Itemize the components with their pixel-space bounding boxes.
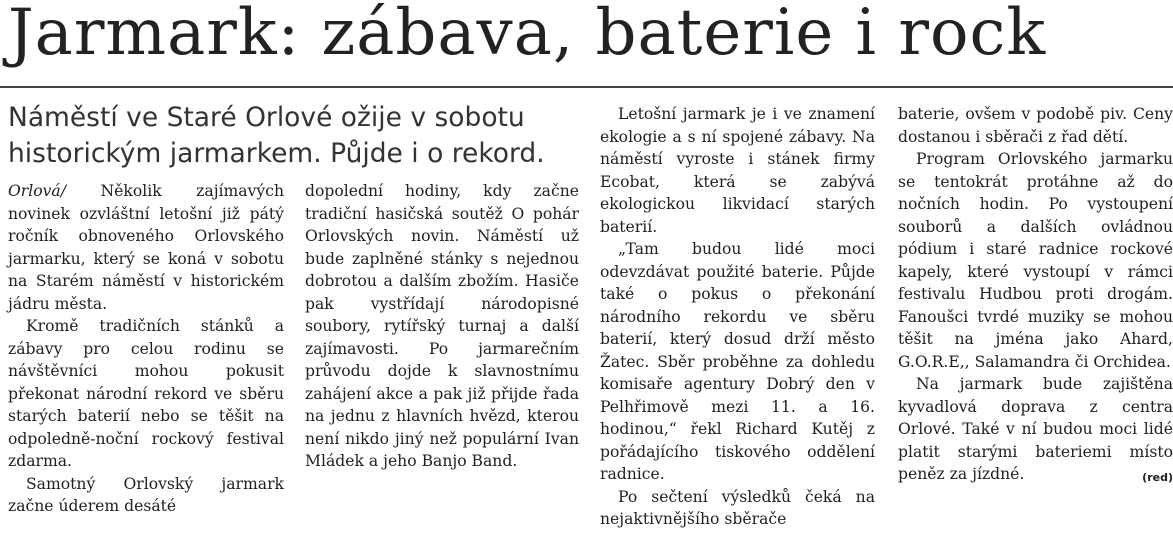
article-paragraph: baterie, ovšem v podobě piv. Ceny dostanou i sběrači z řad dětí. [898, 105, 1173, 146]
article-paragraph: dopolední hodiny, kdy začne tradiční hasičská soutěž O pohár Orlovských novin. Náměstí už bude zaplněné stánky s nejednou dobrotou a dalším zbožím. Hasiče pak vystřídají národopisné soubory, rytířský turnaj a další zajímavosti. Po jarmarečním průvodu dojde k slavnostnímu zahájení akce a pak již přijde řada na jednu z hlavních hvězd, kterou není nikdo jiný než populární Ivan Mládek a jeho Banjo Band. [305, 182, 579, 470]
subheadline: Náměstí ve Staré Orlové ožije v sobotu historickým jarmarkem. Půjde i o rekord. [8, 102, 545, 169]
article-column-2 [305, 180, 579, 473]
paragraph-text: Na jarmark bude zajištěna kyvadlová doprava z centra Orlové. Také v ní budou moci lidé platit starými bateriemi místo peněz za jízdné. [898, 375, 1173, 483]
article-paragraph [8, 180, 284, 315]
article-paragraph: Letošní jarmark je i ve znamení ekologie a s ní spojené zábavy. Na náměstí vyroste i stánek firmy Ecobat, která se zabývá ekologickou likvidací starých baterií. [600, 105, 875, 236]
article-paragraph: Kromě tradičních stánků a zábavy pro celou rodinu se návštěvníci mohou pokusit překonat národní rekord ve sběru starých baterií nebo se těšit na odpoledně-noční rockový festival zdarma. [8, 317, 284, 470]
article-paragraph: „Tam budou lidé moci odevzdávat použité baterie. Půjde také o pokus o překonání národního rekordu ve sběru baterií, který dosud drží město Žatec. Sběr proběhne za dohledu komisaře agentury Dobrý den v Pelhřimově mezi 11. a 16. hodinou,“ řekl Richard Kutěj z pořádajícího tiskového oddělení radnice. [600, 240, 875, 483]
article-paragraph: Samotný Orlovský jarmark začne úderem desáté [8, 474, 284, 515]
article-column-4 [898, 103, 1173, 490]
paragraph-text: Několik zajímavých novinek ozvláštní letošní již pátý ročník obnoveného Orlovského jarmarku, který se koná v sobotu na Starém náměstí v historickém jádru města. [8, 182, 284, 313]
headline: Jarmark: zábava, baterie i rock [8, 0, 1047, 70]
article-paragraph: Program Orlovského jarmarku se tentokrát protáhne až do nočních hodin. Po vystoupení souborů a dalších ovládnou pódium i staré radnice rockové kapely, které vystoupí v rámci festivalu Hudbou proti drogám. Fanoušci tvrdé muziky se mohou těšit na jména jako Ahard, G.O.R.E,, Salamandra či Orchidea. [898, 150, 1173, 371]
article-column-3 [600, 103, 875, 531]
author-signature: (red) [1142, 471, 1173, 484]
article-column-1 [8, 180, 284, 518]
article-paragraph [898, 373, 1173, 486]
article-paragraph: Po sečtení výsledků čeká na nejaktivnějšího sběrače [600, 487, 875, 528]
headline-rule [0, 86, 1173, 88]
dateline: Orlová/ [8, 182, 66, 200]
